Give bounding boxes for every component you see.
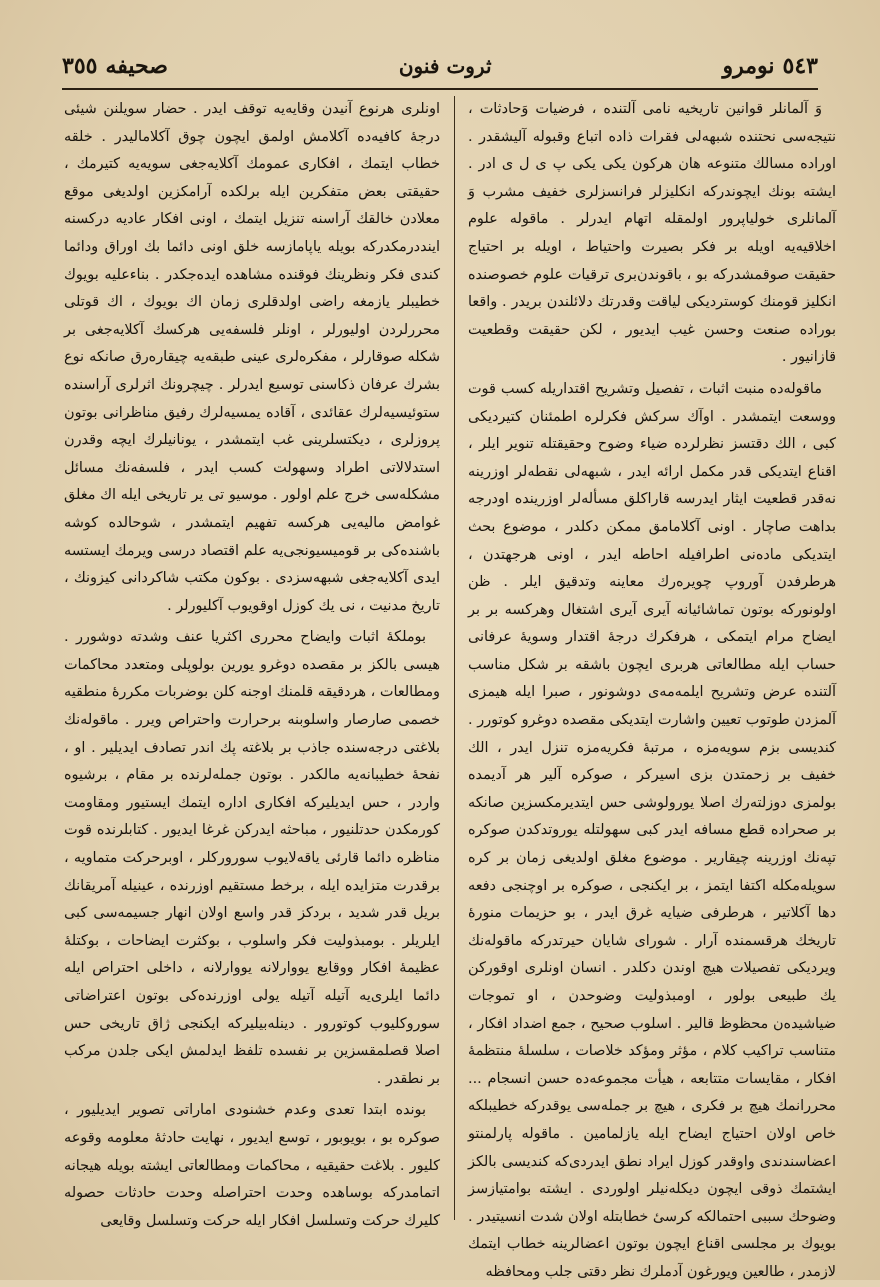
header-rule: [62, 88, 818, 90]
page-number-block: [62, 53, 168, 79]
issue-label: نومرو: [722, 53, 775, 79]
left-paragraph-2: بوملکهٔ اثبات وایضاح محرری اکثریا عنف وشدته دوشورر . هیسی بالکز بر مقصده دوغرو یورین بولوپلی ومتعدد محاکمات ومطالعات ، هردقیقه قلمنك اوجنه کلن بوضربات مکررهٔ منطقیه خصمی صارصار واسلوبنه برحرارت واحتراص ویرر . ماقوله‌نك بلاغتی درجه‌سنده جاذب بر بلاغته پك اندر تصادف ایدیلیر . او ، نفحهٔ خطیبانه‌یه مالکدر . بوتون جمله‌لرنده بر مقام ، برشیوه واردر ، حس ایدیلیرکه افکاری اداره ایتمك ایستیور ومقاومت کورمکدن حدتلنیور ، مباحثه ایدرکن غرغا ایدیور . کتابلرنده قوت مناظره دائما قارئی یاقه‌لایوب سورورکلر ، اوبرحرکت متماویه ، برقدرت متزایده ایله ، برخط مستقیم اوزرنده ، عینیله آمریقانك بریل قدر شدید ، بردکز قدر واسع اولان انهار جسیمه‌سی کبی ایلریلر . بومبذولیت فکر واسلوب ، بوکثرت ایضاحات ، بوکتلهٔ عظیمهٔ افکار ووقایع یووارلانه یووارلانه ، داخلی احتراص ایله دائما ایلری‌یه آتیله آتیله یولی اوزرنده‌کی بوتون اعتراضاتی سوروکلیوب کوتورور . دینله‌بیلیرکه ایکنجی ژاق تاریخی حس اصلا قصلمقسزین بر نفسده تلفظ ایدلمش ایکی جلدن مرکب بر نطقدر .: [64, 629, 440, 1087]
right-column: [468, 96, 836, 1280]
page-header: [62, 44, 818, 88]
left-paragraph-1: اونلری هرنوع آنیدن وقایه‌یه توقف ایدر . حضار سویلنن شیئی درجهٔ کافیه‌ده آکلامش اولمق ایچون چوق آکلامالیدر . خلقه خطاب ایتمك ، افکاری عمومك آکلایه‌جغی سویه‌یه کتیرمك ، حقیقتی بعض متفکرین ایله برلکده آرامکزین اولدیغی موقع معلادن خالقك آراسنه تنزیل ایتمك ، اونی افکار عادیه درکسنه اینددرمکدرکه بویله یاپامازسه خلق اونی دائما بك اوراق ودائما کندی فکر ونظرینك فوقنده مشاهده ایده‌جکدر . بناءعلیه بویوك خطیبلر یازمغه راضی اولدقلری زمان اك بویوك ، اك قوتلی محررلردن اولیورلر ، اونلر فلسفه‌یی هرکسك آکلایه‌جغی بر شکله صوقارلر ، مفکره‌لری عینی طبقه‌یه چیقاره‌رق صانکه نوع بشرك عرفان ذکاسنی توسیع ایدرلر . چیچرونك اثرلری آراسنده ستوئیسیه‌لرك عقائدی ، آقاده یمسیه‌لرك رفیق مناظرانی بوتون پروزلری ، دیکتسلرینی غب ایتمشدر ، یونانیلرك ایچه وقدرن استدلالاتی اطراد وسهولت کسب ایدر ، فلسفه‌نك مسائل مشکله‌سی خرج علم اولور . موسیو تی یر تاریخی ایله اك مغلق غوامض مالیه‌یی هرکسه تفهیم ایتمشدر ، شو‌حالده کوشه باشنده‌کی بر قومیسیونجی‌یه علم اقتصاد درسی ویرمك ایستسه ایدی آکلایه‌جغی شبهه‌سزدی . بوکون مکتب شاکردانی کیزونك ، تاریخ مدنیت ، نی یك کوزل اوقویوب آکلیورلر .: [64, 101, 440, 614]
left-column: [64, 96, 440, 1229]
left-paragraph-3: بونده ابتدا تعدی وعدم خشنودی اماراتی تصویر ایدیلیور ، صوکره بو ، بویوبور ، توسع ایدیور ، نهایت حادثهٔ معلومه وقوعه کلیور . بلاغت حقیقیه ، محاکمات ومطالعاتی ایشته بویله هیجانه اتمامدرکه بوساهده وحدت احتراصله وحدت حادثات حصوله کلیرك حرکت وتسلسل افکار ایله حرکت وتسلسل وقایعی: [64, 1102, 440, 1229]
issue-number: ٥٤٣: [782, 53, 818, 79]
page-label: صحیفه: [105, 53, 168, 79]
page-number: ٣٥٥: [62, 53, 98, 79]
issue-number-block: [722, 53, 818, 79]
right-paragraph-1: وَ آلمانلر قوانین تاریخیه نامی آلتنده ، فرضیات وَحادثات ، نتیجه‌سی نحتنده شبهه‌لی فقرات ذاده اتباع وقبوله آلیشقدر . اوراده مسالك متنوعه هان هركون یکی یکی پ ی ل ی ادر . ایشته بونك ایچوندرکه انکلیزلر فرانسزلری خفیف مشرب وَ آلمانلری خولیاپرور اولمقله اتهام ایدرلر . ماقوله علوم اخلاقیه‌یه اویله بر فکر بصیرت واحتیاط ، اویله بر احتیاج حقیقت صوقمشدرکه بو ، باقوندن‌بری ترقیات علوم خصوصنده انکلیز قومنك کوستردیکی لیاقت وقدرتك دلائلندن بریدر . واقعا بوراده صنعت وحسن غیب ایدیور ، لکن حقیقت وقطعیت قازانیور .: [468, 101, 836, 366]
right-paragraph-2: ماقوله‌ده منبت اثبات ، تفصیل وتشریح اقتداریله کسب قوت ووسعت ایتمشدر . اوآك سرکش فکرلره اطمئنان کتیردیکی کبی ، الك دقتسز نظرلرده ضیاء وضوح وحقیقتله تنویر ایلر ، اقناع ایتدیکی قدر مکمل ارائه ایدر ، شبهه‌لی نقطه‌لر اوزرینه نه‌قدر قطعیت ایثار ایدرسه قارا‌کلق مسأله‌لر اوزرینده اودرجه بداهت صاچار . اونی آکلامامق ممکن دکلدر ، موضوع بحث ایتدیکی ماده‌نی اطرافیله احاطه ایدر ، اونی هرجهتدن ، هرطرفدن آوروپ چویره‌رك معاینه وتدقیق ایلر . ظن اولونورکه بوتون تماشائیانه آیری آیری اشتغال وهرکسه بر بر ایضاح مرام ایتمکی ، هرفکرك درجهٔ اقتدار وسویهٔ عرفانی حساب ایله مطالعاتی هربری ایچون باشقه بر شکل مناسب آلتنده عرض وتشریح ایلمه‌مه‌ی دوشونور ، صبرا ایله هیمزی آلمزدن طوتوب تعیین واشارت ایتدیکی مقصده دوغرو کوتورر . کندیسی بزم سویه‌مزه ، مرتبهٔ فکریه‌مزه تنزل ایدر ، الك خفیف بر زحمتدن بزی اسیرکر ، صوکره آلیر هر آدیمده بولمزی دوزلته‌رك اصلا یورولوشی حس ایتدیرمکسزین صانکه بر صحراده قطع مسافه ایدر کبی سهولتله یوروتدکدن صوکره تپه‌نك اوزرینه چیقاریر . موضوع مغلق اولدیغی زمان بر کره سویله‌مکله اکتفا ایتمز ، بر ایکنجی ، صوکره بر اوچنجی دفعه دها آکلاتیر ، هرطرفی ضیایه غرق ایدر ، بو حزیمات منورهٔ تاریخك هرقسمنده آرار . شورای شایان حیرتدرکه ماقوله‌نك ویردیکی تفصیلات هیچ اوندن دکلدر . انسان اونلری اوقورکن یك طبیعی بولور ، اومبذولیت وضوحدن ، او تموجات ضیاشیده‌ن محظوظ قالیر . اسلوب صحیح ، جمع اضداد افکار ، متناسب تراکیب کلام ، مؤثر ومؤکد خلاصات ، سلسلهٔ منتظمهٔ افکار ، مقایسات متتابعه ، هیأت مجموعه‌ده حسن انسجام ... محررانمك هیچ بر فکری ، هیچ بر جمله‌سی یوقدرکه خطیبلکه خاص اولان احتیاج ایضاح ایله یازلمامین . ماقوله پارلمنتو اعضاسندندی واوقدر کوزل ایراد نطق ایدردی‌که کندیسی بالکز ایشتمك ذوقی ایچون دیکله‌نیلر اولوردی . ایشته بوامتیازسز وضوحك سببی احتمالکه کرسیٔ خطابتله اولان شدت انسیتیدر . بویوك بر مجلسی اقناع ایچون بوتون اعضالرینه خطاب ایتمك لازمدر ، طالعین ویورغون آدملرك نظر دقتی جلب ومحافظه: [468, 380, 836, 1280]
column-divider: [454, 96, 455, 1220]
journal-title: ثروت فنون: [398, 54, 492, 78]
